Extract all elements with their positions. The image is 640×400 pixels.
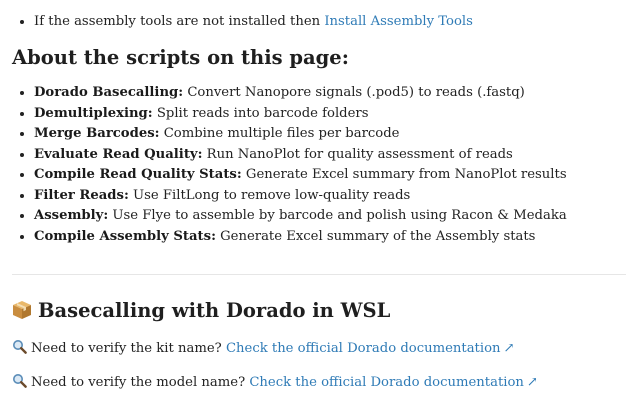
external-link-icon: ↗: [503, 341, 515, 356]
list-item: [34, 104, 567, 125]
script-name-colon: :: [147, 105, 153, 121]
script-name-colon: :: [154, 126, 160, 141]
list-item: [34, 165, 567, 186]
install-tools-text: If the assembly tools are not installed then: [34, 14, 325, 29]
install-tools-list: [14, 12, 473, 32]
script-name: Compile Read Quality Stats: [34, 167, 237, 182]
about-scripts-heading: About the scripts on this page:: [12, 46, 349, 69]
install-assembly-tools-link[interactable]: Install Assembly Tools: [324, 14, 473, 29]
list-item: [34, 124, 567, 145]
script-name-colon: :: [178, 85, 184, 100]
magnifier-icon: [12, 339, 27, 354]
verify-model-text: Need to verify the model name?: [31, 375, 250, 390]
script-name: Compile Assembly Stats: [34, 228, 212, 244]
script-desc: Convert Nanopore signals (.pod5) to reads (.fastq): [183, 85, 525, 100]
dorado-docs-kit-link[interactable]: [226, 341, 515, 356]
list-item: [34, 186, 567, 207]
script-name-colon: :: [103, 208, 109, 223]
list-item: [34, 206, 567, 227]
verify-kit-line: [12, 339, 515, 359]
section-divider: [12, 274, 626, 275]
dorado-docs-model-link-text: Check the official Dorado documentation: [249, 375, 524, 390]
script-desc: Split reads into barcode folders: [152, 105, 369, 121]
script-name: Dorado Basecalling: [34, 85, 179, 100]
install-tools-item: [34, 12, 473, 32]
script-name: Filter Reads: [34, 187, 124, 203]
basecalling-heading-text: Basecalling with Dorado in WSL: [38, 299, 391, 322]
scripts-list: [14, 83, 567, 247]
script-desc: Generate Excel summary from NanoPlot results: [241, 167, 567, 182]
dorado-docs-model-link[interactable]: [249, 375, 538, 390]
script-desc: Use Flye to assemble by barcode and polish using Racon & Medaka: [108, 208, 567, 223]
script-desc: Run NanoPlot for quality assessment of reads: [202, 146, 513, 162]
script-desc: Use FiltLong to remove low-quality reads: [128, 187, 411, 203]
verify-kit-text: Need to verify the kit name?: [31, 341, 226, 356]
magnifier-icon: [12, 373, 27, 388]
script-name: Evaluate Read Quality: [34, 146, 198, 162]
script-desc: Combine multiple files per barcode: [159, 126, 400, 141]
script-name-colon: :: [211, 228, 216, 244]
list-item: [34, 145, 567, 166]
dorado-docs-kit-link-text: Check the official Dorado documentation: [225, 341, 501, 356]
script-desc: Generate Excel summary of the Assembly stats: [215, 228, 536, 244]
script-name: Assembly: [34, 208, 104, 223]
script-name-colon: :: [123, 187, 129, 203]
script-name-colon: :: [236, 167, 242, 182]
script-name: Merge Barcodes: [34, 126, 155, 141]
verify-model-line: [12, 373, 538, 393]
external-link-icon: ↗: [526, 375, 538, 390]
script-name-colon: :: [197, 146, 203, 162]
list-item: [34, 83, 567, 104]
list-item: [34, 227, 567, 248]
basecalling-heading: [12, 297, 390, 325]
script-name: Demultiplexing: [34, 105, 148, 121]
package-icon: [12, 300, 32, 320]
